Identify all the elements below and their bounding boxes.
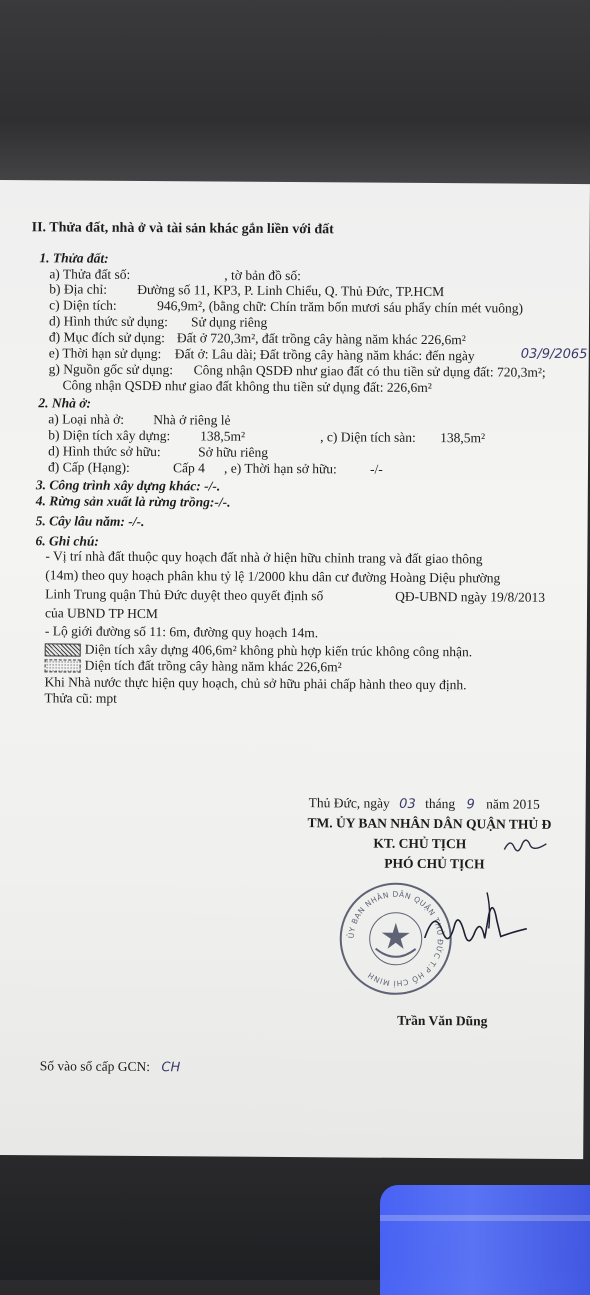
footer-label: Số vào sổ cấp GCN: — [39, 1058, 151, 1075]
dotted-legend-swatch — [45, 660, 81, 673]
certificate-page — [0, 180, 590, 1159]
land-c-label: c) Diện tích: — [49, 297, 117, 313]
place-date-row — [309, 795, 540, 814]
date-month: 9 — [466, 797, 475, 813]
item-5: 5. Cây lâu năm: -/-. — [35, 513, 145, 530]
item-6: 6. Ghi chú: — [35, 533, 99, 549]
land-dd-label: đ) Mục đích sử dụng: — [48, 329, 166, 346]
land-g-value2: Công nhận QSDĐ như giao đất không thu tiền sử dụng đất: 226,6m² — [62, 377, 432, 396]
place-date-prefix: Thủ Đức, ngày — [308, 795, 390, 811]
house-c-label: , c) Diện tích sàn: — [320, 429, 416, 445]
note-6: Thửa cũ: mpt — [44, 690, 117, 706]
org-name: TM. ỦY BAN NHÂN DÂN QUẬN THỦ Đ — [307, 815, 552, 832]
item-3: 3. Công trình xây dựng khác: -/-. — [35, 477, 221, 494]
background-top — [0, 0, 590, 200]
land-e-date-handwritten: 03/9/2065 — [520, 346, 588, 363]
land-g-label: g) Nguồn gốc sử dụng: — [48, 361, 174, 378]
house-heading: 2. Nhà ở: — [38, 395, 92, 411]
land-heading: 1. Thửa đất: — [39, 250, 109, 266]
land-dd-value: Đất ở 720,3m², đất trồng cây hàng năm khác 226,6m² — [176, 330, 466, 348]
land-b-label: b) Địa chỉ: — [49, 281, 108, 297]
note-4-row — [45, 657, 342, 675]
land-e-value: Đất ở: Lâu dài; Đất trồng cây hàng năm khác: đến ngày — [174, 346, 475, 364]
note-1-line-1: - Vị trí nhà đất thuộc quy hoạch đất nhà ở hiện hữu chỉnh trang và đất giao thông — [45, 548, 483, 567]
house-d-label: d) Hình thức sở hữu: — [48, 443, 161, 460]
item-4: 4. Rừng sản xuất là rừng trồng:-/-. — [35, 493, 231, 510]
house-dd-value: Cấp 4 — [172, 460, 205, 476]
house-dd-label: đ) Cấp (Hạng): — [47, 459, 130, 475]
house-b-label: b) Diện tích xây dựng: — [48, 427, 171, 444]
section-title: II. Thửa đất, nhà ở và tài sản khác gắn liền với đất — [31, 220, 334, 238]
note-1-line-2: (14m) theo quy hoạch phân khu tỷ lệ 1/2000 khu dân cư đường Hoàng Diệu phường — [45, 567, 501, 586]
house-c-value: 138,5m² — [440, 430, 486, 446]
seal-text: ỦY BAN NHÂN DÂN QUẬN THỦ ĐỨC T.P HỒ CHÍ MINH — [346, 889, 445, 988]
hatch-legend-swatch — [45, 644, 81, 657]
house-b-value: 138,5m² — [200, 428, 246, 444]
footer-row — [40, 1058, 181, 1076]
land-a-map: , tờ bản đồ số: — [224, 267, 301, 284]
blue-object — [380, 1185, 590, 1295]
house-d-value: Sở hữu riêng — [198, 444, 269, 460]
vice-chairman: PHÓ CHỦ TỊCH — [384, 855, 485, 872]
initial-signature — [500, 832, 550, 860]
land-b-value: Đường số 11, KP3, P. Linh Chiểu, Q. Thủ Đức, TP.HCM — [137, 281, 445, 300]
land-g-value1: Công nhận QSDĐ như giao đất có thu tiền sử dụng đất: 720,3m²; — [193, 362, 546, 380]
date-day: 03 — [399, 796, 416, 812]
date-year: năm 2015 — [486, 796, 540, 812]
footer-value: CH — [161, 1060, 181, 1076]
land-e-label: e) Thời hạn sử dụng: — [48, 345, 162, 362]
land-a-label: a) Thửa đất số: — [49, 266, 131, 282]
land-d-value: Sử dụng riêng — [190, 314, 268, 330]
date-month-label: tháng — [425, 795, 456, 812]
note-3: Diện tích xây dựng 406,6m² không phù hợp kiến trúc không công nhận. — [84, 641, 473, 660]
note-1-line-4: của UBND TP HCM — [44, 605, 158, 622]
kt-chairman: KT. CHỦ TỊCH — [373, 835, 467, 852]
note-1-line-3b: QĐ-UBND ngày 19/8/2013 — [395, 588, 546, 605]
land-c-value: 946,9m², (bằng chữ: Chín trăm bốn mươi sáu phẩy chín mét vuông) — [157, 298, 524, 316]
house-e-label: , e) Thời hạn sở hữu: — [223, 460, 337, 477]
house-a-value: Nhà ở riêng lẻ — [153, 412, 231, 428]
note-2: - Lộ giới đường số 11: 6m, đường quy hoạch 14m. — [44, 623, 319, 641]
signer-name: Trần Văn Dũng — [397, 1012, 488, 1029]
official-signature — [415, 888, 535, 959]
house-e-value: -/- — [369, 461, 383, 477]
house-a-label: a) Loại nhà ở: — [48, 411, 125, 427]
note-5: Khi Nhà nước thực hiện quy hoạch, chủ sở hữu phải chấp hành theo quy định. — [44, 674, 467, 693]
land-d-label: d) Hình thức sử dụng: — [48, 313, 168, 330]
note-4: Diện tích đất trồng cây hàng năm khác 226,6m² — [84, 657, 342, 675]
note-1-line-3a: Linh Trung quận Thủ Đức duyệt theo quyết định số — [45, 586, 324, 604]
